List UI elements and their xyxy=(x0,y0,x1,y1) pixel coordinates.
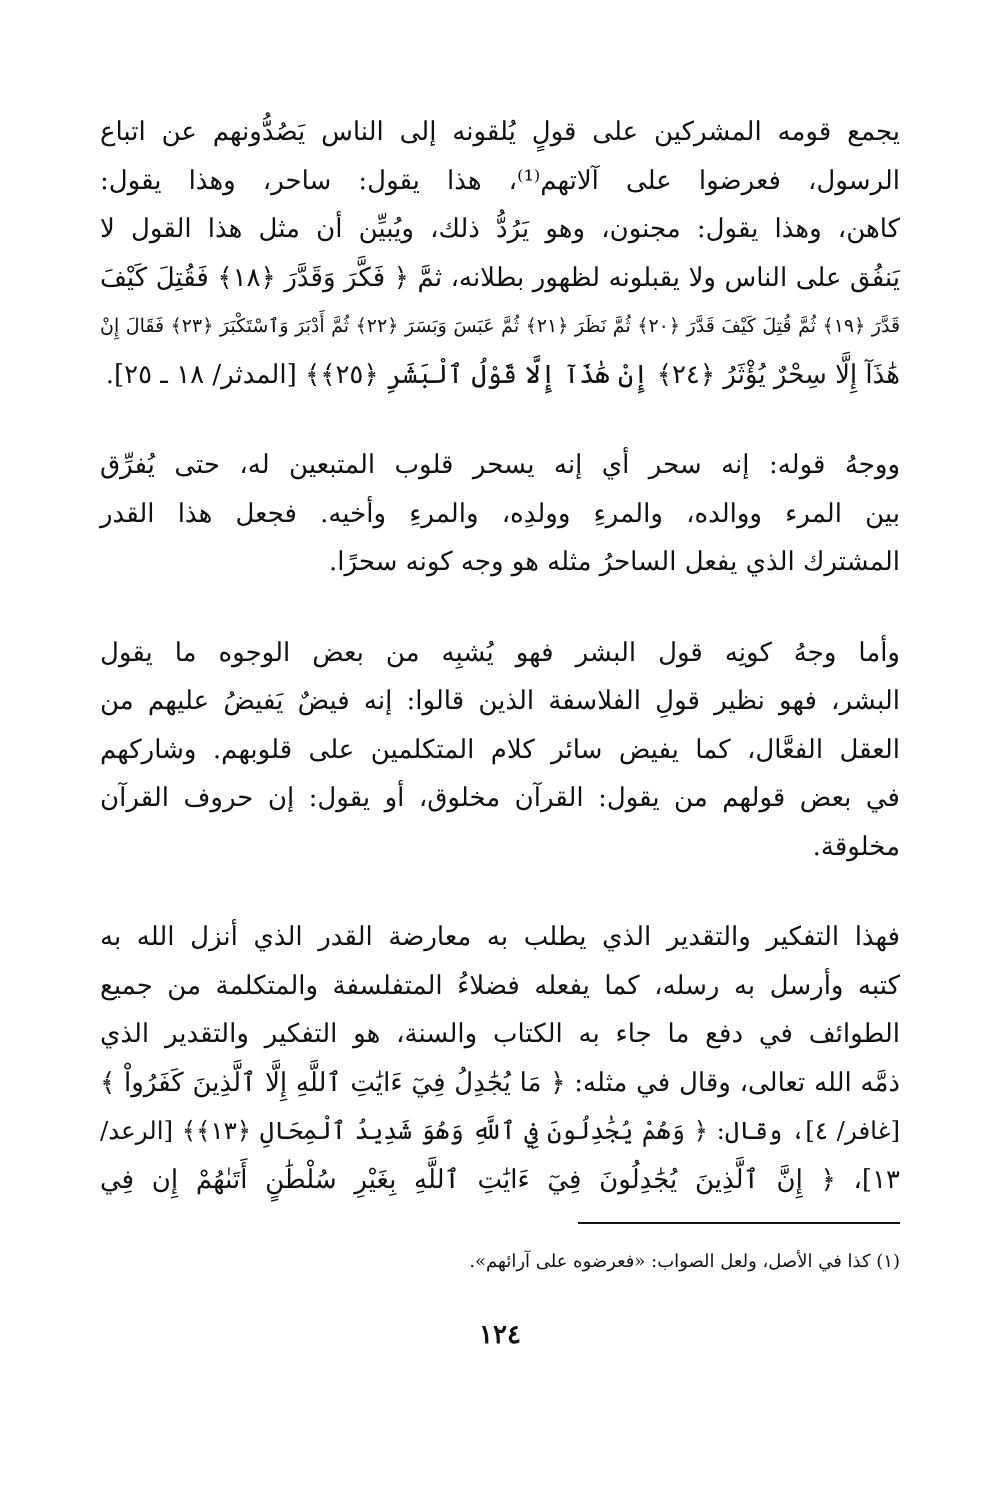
text-line: مخلوقة. xyxy=(812,831,900,862)
text-line: بين المرء ووالده، والمرءِ وولدِه، والمرءِ وأخيه. فجعل هذا القدر xyxy=(100,498,900,529)
main-text xyxy=(100,108,900,1204)
text-line: يجمع قومه المشركين على قولٍ يُلقونه إلى الناس يَصُدُّونهم عن اتباع xyxy=(100,117,900,147)
quran-verse-line: هَٰذَآ إِلَّا سِحْرٌ يُؤْثَرُ ﴿٢٤﴾ إِنْ هَٰذَآ إِلَّا قَوْلُ ٱلْبَشَرِ ﴿٢٥﴾﴾ [المدثر/ ١٨ ـ ٢٥]. xyxy=(105,359,900,390)
paragraph-gap xyxy=(100,587,900,629)
text-line: ووجهُ قوله: إنه سحر أي إنه يسحر قلوب المتبعين له، حتى يُفرِّق xyxy=(100,450,900,480)
text-line: كاهن، وهذا يقول: مجنون، وهو يَرُدُّ ذلك، ويُبيِّن أن مثل هذا القول لا xyxy=(100,214,900,244)
text-line: العقل الفعَّال، كما يفيض سائر كلام المتكلمين على قلوبهم. وشاركهم xyxy=(100,734,900,765)
paragraph-1 xyxy=(100,108,900,399)
text-line: الطوائف في دفع ما جاء به الكتاب والسنة، هو التفكير والتقدير الذي xyxy=(100,1019,900,1049)
text-line: كتبه وأرسل به رسله، كما يفعله فضلاءُ المتفلسفة والمتكلمة من جميع xyxy=(100,970,900,1001)
quran-verse-line: ذمَّه الله تعالى، وقال في مثله: ﴿ مَا يُجَٰدِلُ فِيٓ ءَايَٰتِ ٱللَّهِ إِلَّا ٱلَّذِينَ كَفَرُواْ ﴾ xyxy=(100,1067,900,1098)
page-number: ١٢٤ xyxy=(479,1320,521,1350)
footnote: (١) كذا في الأصل، ولعل الصواب: «فعرضوه على آرائهم». xyxy=(469,1251,900,1272)
paragraph-4 xyxy=(100,913,900,1204)
quran-verse-line: قَدَّرَ ﴿١٩﴾ ثُمَّ قُتِلَ كَيْفَ قَدَّرَ ﴿٢٠﴾ ثُمَّ نَظَرَ ﴿٢١﴾ ثُمَّ عَبَسَ وَبَسَرَ ﴿٢٢﴾ ثُمَّ أَدْبَرَ وَٱسْتَكْبَرَ ﴿٢٣﴾ فَقَالَ إِنْ xyxy=(100,315,901,337)
paragraph-gap xyxy=(100,399,900,441)
text-line: المشترك الذي يفعل الساحرُ مثله هو وجه كونه سحرًا. xyxy=(329,547,900,577)
text-line: الرسول، فعرضوا على آلاتهم⁽¹⁾، هذا يقول: ساحر، وهذا يقول: xyxy=(100,165,901,196)
footnote-divider xyxy=(578,1222,900,1224)
paragraph-2 xyxy=(100,441,900,587)
quran-verse-line: ١٣]، ﴿ إِنَّ ٱلَّذِينَ يُجَٰدِلُونَ فِيٓ ءَايَٰتِ ٱللَّهِ بِغَيْرِ سُلْطَٰنٍ أَتَىٰهُمْ إِن فِي xyxy=(100,1164,900,1195)
text-line: في بعض قولهم من يقول: القرآن مخلوق، أو يقول: إن حروف القرآن xyxy=(100,783,900,813)
paragraph-3 xyxy=(100,629,900,872)
quran-verse-line: [غافر/ ٤]، وقال: ﴿ وَهُمْ يُجَٰدِلُونَ فِي ٱللَّهِ وَهُوَ شَدِيدُ ٱلْمِحَالِ ﴿١٣﴾﴾ [الرعد/ xyxy=(100,1116,901,1145)
text-line: فهذا التفكير والتقدير الذي يطلب به معارضة القدر الذي أنزل الله به xyxy=(100,922,900,952)
text-line: يَنفُق على الناس ولا يقبلونه لظهور بطلانه، ثمَّ ﴿ فَكَّرَ وَقَدَّرَ ﴿١٨﴾ فَقُتِلَ كَيْفَ xyxy=(100,262,900,293)
text-line: وأما وجهُ كونِه قول البشر فهو يُشبِه من بعض الوجوه ما يقول xyxy=(100,637,900,668)
text-line: البشر، فهو نظير قولِ الفلاسفة الذين قالوا: إنه فيضٌ يَفيضُ عليهم من xyxy=(100,686,900,716)
paragraph-gap xyxy=(100,871,900,913)
